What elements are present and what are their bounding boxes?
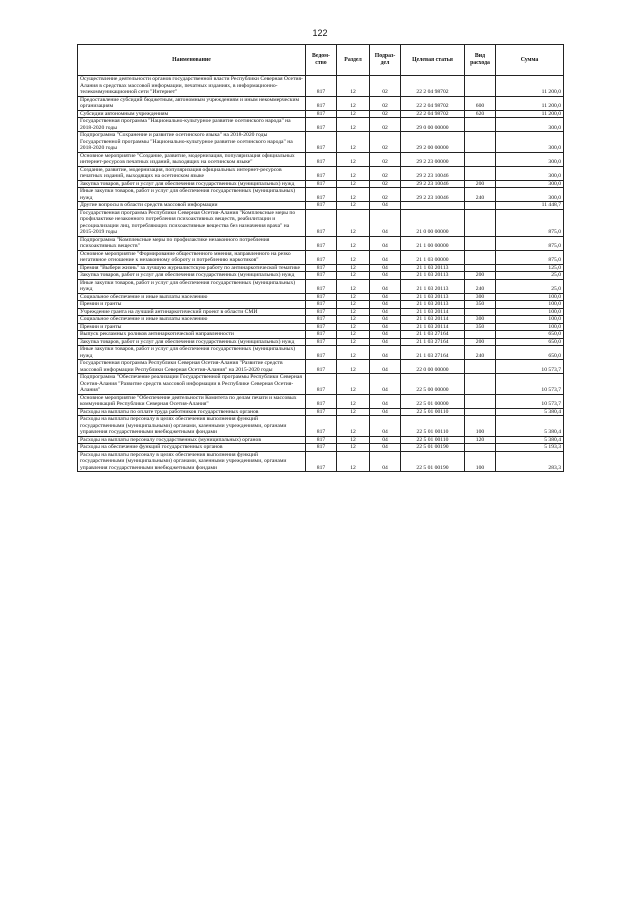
cell-target: 22 5 01 00190 (401, 444, 465, 452)
cell-target: 22 0 00 00000 (401, 360, 465, 374)
cell-vid (465, 166, 496, 180)
table-row (78, 346, 564, 360)
cell-name: Другие вопросы в области средств массовой информации (78, 202, 306, 210)
cell-razdel: 12 (337, 188, 370, 202)
cell-podrazdel: 04 (370, 331, 401, 339)
table-row (78, 76, 564, 97)
cell-vedom: 817 (306, 436, 337, 444)
cell-razdel: 12 (337, 394, 370, 408)
cell-vid: 600 (465, 96, 496, 110)
header-sum: Сумма (496, 45, 564, 76)
cell-name: Социальное обеспечение и иные выплаты населению (78, 293, 306, 301)
header-razdel: Раздел (337, 45, 370, 76)
cell-vid (465, 132, 496, 153)
cell-razdel: 12 (337, 338, 370, 346)
cell-name: Подпрограмма "Комплексные меры по профилактике незаконного потребления психоактивных веществ" (78, 236, 306, 250)
cell-razdel: 12 (337, 76, 370, 97)
table-row (78, 264, 564, 272)
cell-name: Иные закупки товаров, работ и услуг для обеспечения государственных (муниципальных) нужд (78, 346, 306, 360)
cell-razdel: 12 (337, 180, 370, 188)
cell-target: 21 1 03 27164 (401, 338, 465, 346)
cell-name: Премия "Выбери жизнь" за лучшую журналистскую работу по антинаркотической тематике (78, 264, 306, 272)
table-row (78, 451, 564, 472)
cell-name: Учреждение гранта на лучший антинаркотический проект в области СМИ (78, 308, 306, 316)
cell-sum: 5 193,3 (496, 444, 564, 452)
cell-name: Закупка товаров, работ и услуг для обеспечения государственных (муниципальных) нужд (78, 180, 306, 188)
table-row (78, 118, 564, 132)
table-row (78, 338, 564, 346)
cell-vid (465, 331, 496, 339)
cell-sum: 100,0 (496, 301, 564, 309)
cell-vid: 200 (465, 180, 496, 188)
cell-vid (465, 374, 496, 395)
table-body (78, 76, 564, 472)
cell-podrazdel: 02 (370, 152, 401, 166)
cell-target: 21 1 03 20114 (401, 323, 465, 331)
cell-vedom: 817 (306, 374, 337, 395)
table-row (78, 293, 564, 301)
cell-vid: 100 (465, 451, 496, 472)
cell-name: Основное мероприятие "Создание, развитие, модернизация, популяризация официальных интернет-ресурсов печатных изданий, выходящих на осетинском языке" (78, 152, 306, 166)
cell-podrazdel: 02 (370, 96, 401, 110)
cell-target: 21 1 03 00000 (401, 250, 465, 264)
cell-podrazdel: 04 (370, 293, 401, 301)
cell-name: Подпрограмма "Сохранение и развитие осетинского языка" на 2018-2020 годы Государственной программы "Национально-культурное развитие осетинского народа" на 2018-2020 годы (78, 132, 306, 153)
table-row (78, 180, 564, 188)
cell-vedom: 817 (306, 118, 337, 132)
cell-razdel: 12 (337, 444, 370, 452)
cell-vid: 350 (465, 323, 496, 331)
table-row (78, 209, 564, 236)
cell-vedom: 817 (306, 301, 337, 309)
cell-vedom: 817 (306, 316, 337, 324)
cell-name: Закупка товаров, работ и услуг для обеспечения государственных (муниципальных) нужд (78, 338, 306, 346)
cell-sum: 650,0 (496, 331, 564, 339)
cell-vedom: 817 (306, 76, 337, 97)
cell-podrazdel: 02 (370, 188, 401, 202)
cell-name: Предоставление субсидий бюджетным, автономным учреждениям и иным некоммерческим организациям (78, 96, 306, 110)
cell-target: 22 5 01 00110 (401, 436, 465, 444)
table-row (78, 279, 564, 293)
cell-vid (465, 308, 496, 316)
cell-name: Расходы на выплаты персоналу в целях обеспечения выполнения функций государственными (муниципальными) органами, казенными учреждениями, органами управления государственными внебюджетными фондами (78, 416, 306, 437)
cell-razdel: 12 (337, 152, 370, 166)
table-row (78, 360, 564, 374)
header-target: Целевая статья (401, 45, 465, 76)
cell-target: 29 0 00 00000 (401, 118, 465, 132)
cell-sum: 10 573,7 (496, 360, 564, 374)
cell-sum: 100,0 (496, 293, 564, 301)
cell-name: Государственная программа "Национально-культурное развитие осетинского народа" на 2018-2020 годы (78, 118, 306, 132)
cell-vid (465, 202, 496, 210)
cell-razdel: 12 (337, 279, 370, 293)
cell-name: Основное мероприятие "Обеспечение деятельности Комитета по делам печати и массовых коммуникаций Республики Северная Осетия-Алания" (78, 394, 306, 408)
cell-name: Закупка товаров, работ и услуг для обеспечения государственных (муниципальных) нужд (78, 272, 306, 280)
cell-sum: 875,0 (496, 250, 564, 264)
cell-podrazdel: 04 (370, 264, 401, 272)
table-row (78, 316, 564, 324)
cell-name: Расходы на выплаты по оплате труда работников государственных органов (78, 408, 306, 416)
table-row (78, 436, 564, 444)
cell-vid (465, 444, 496, 452)
table-row (78, 394, 564, 408)
cell-razdel: 12 (337, 346, 370, 360)
cell-podrazdel: 04 (370, 250, 401, 264)
table-row (78, 202, 564, 210)
cell-sum: 10 573,7 (496, 374, 564, 395)
table-row (78, 416, 564, 437)
cell-sum: 5 380,4 (496, 408, 564, 416)
cell-name: Создание, развитие, модернизация, популяризация официальных интернет-ресурсов печатных изданий, выходящих на осетинском языке (78, 166, 306, 180)
cell-vedom: 817 (306, 394, 337, 408)
table-row (78, 444, 564, 452)
cell-sum: 300,0 (496, 152, 564, 166)
cell-sum: 875,0 (496, 236, 564, 250)
cell-razdel: 12 (337, 110, 370, 118)
table-row (78, 323, 564, 331)
cell-name: Расходы на выплаты персоналу государственных (муниципальных) органов (78, 436, 306, 444)
cell-sum: 100,0 (496, 316, 564, 324)
cell-sum: 283,3 (496, 451, 564, 472)
cell-vid: 120 (465, 436, 496, 444)
cell-sum: 300,0 (496, 180, 564, 188)
cell-vedom: 817 (306, 279, 337, 293)
table-row (78, 250, 564, 264)
cell-vedom: 817 (306, 451, 337, 472)
cell-razdel: 12 (337, 293, 370, 301)
cell-sum: 650,0 (496, 338, 564, 346)
cell-sum: 300,0 (496, 188, 564, 202)
cell-vedom: 817 (306, 308, 337, 316)
cell-razdel: 12 (337, 272, 370, 280)
cell-vid: 100 (465, 416, 496, 437)
cell-target: 21 1 03 27164 (401, 346, 465, 360)
cell-sum: 300,0 (496, 132, 564, 153)
cell-target: 29 2 23 00000 (401, 152, 465, 166)
cell-podrazdel: 04 (370, 338, 401, 346)
cell-vedom: 817 (306, 360, 337, 374)
table-header-row (78, 45, 564, 76)
cell-target: 29 2 23 10046 (401, 166, 465, 180)
cell-name: Иные закупки товаров, работ и услуг для обеспечения государственных (муниципальных) нужд (78, 188, 306, 202)
cell-sum: 100,0 (496, 323, 564, 331)
table-row (78, 301, 564, 309)
cell-vedom: 817 (306, 250, 337, 264)
cell-target: 22 2 04 98702 (401, 76, 465, 97)
table-row (78, 152, 564, 166)
cell-target: 22 5 01 00110 (401, 408, 465, 416)
cell-vedom: 817 (306, 110, 337, 118)
cell-razdel: 12 (337, 132, 370, 153)
cell-podrazdel: 04 (370, 209, 401, 236)
cell-razdel: 12 (337, 408, 370, 416)
cell-podrazdel: 04 (370, 202, 401, 210)
cell-sum: 100,0 (496, 308, 564, 316)
cell-vedom: 817 (306, 180, 337, 188)
table-row (78, 374, 564, 395)
cell-razdel: 12 (337, 451, 370, 472)
cell-target: 22 5 01 00000 (401, 394, 465, 408)
table-row (78, 308, 564, 316)
cell-razdel: 12 (337, 301, 370, 309)
cell-vedom: 817 (306, 96, 337, 110)
cell-razdel: 12 (337, 323, 370, 331)
cell-target: 21 1 03 20113 (401, 279, 465, 293)
cell-vedom: 817 (306, 188, 337, 202)
cell-razdel: 12 (337, 236, 370, 250)
cell-vid (465, 408, 496, 416)
cell-podrazdel: 04 (370, 301, 401, 309)
cell-name: Осуществление деятельности органов государственной власти Республики Северная Осетия-Алания в средствах массовой информации, печатных изданиях, в информационно-телекоммуникационной сети "Интернет" (78, 76, 306, 97)
cell-podrazdel: 04 (370, 308, 401, 316)
cell-target: 29 2 00 00000 (401, 132, 465, 153)
cell-target: 29 2 23 10046 (401, 180, 465, 188)
cell-vid (465, 209, 496, 236)
cell-podrazdel: 02 (370, 132, 401, 153)
cell-razdel: 12 (337, 316, 370, 324)
cell-sum: 25,0 (496, 272, 564, 280)
cell-name: Расходы на обеспечение функций государственных органов (78, 444, 306, 452)
cell-razdel: 12 (337, 331, 370, 339)
cell-vedom: 817 (306, 408, 337, 416)
cell-vedom: 817 (306, 346, 337, 360)
cell-name: Выпуск рекламных роликов антинаркотической направленности (78, 331, 306, 339)
cell-sum: 25,0 (496, 279, 564, 293)
cell-sum: 11 200,0 (496, 76, 564, 97)
cell-podrazdel: 02 (370, 110, 401, 118)
header-name: Наименование (78, 45, 306, 76)
cell-vid: 240 (465, 188, 496, 202)
cell-razdel: 12 (337, 202, 370, 210)
table-row (78, 96, 564, 110)
cell-sum: 300,0 (496, 166, 564, 180)
cell-target: 22 2 04 98702 (401, 110, 465, 118)
cell-razdel: 12 (337, 118, 370, 132)
cell-vedom: 817 (306, 338, 337, 346)
cell-vedom: 817 (306, 416, 337, 437)
cell-sum: 5 380,4 (496, 416, 564, 437)
cell-vid: 240 (465, 346, 496, 360)
cell-name: Социальное обеспечение и иные выплаты населению (78, 316, 306, 324)
cell-vid (465, 360, 496, 374)
cell-vid: 200 (465, 272, 496, 280)
cell-podrazdel: 04 (370, 374, 401, 395)
cell-vid: 620 (465, 110, 496, 118)
cell-target: 21 0 00 00000 (401, 209, 465, 236)
cell-vid: 240 (465, 279, 496, 293)
cell-target: 22 2 04 98702 (401, 96, 465, 110)
cell-podrazdel: 04 (370, 346, 401, 360)
cell-podrazdel: 04 (370, 316, 401, 324)
cell-razdel: 12 (337, 308, 370, 316)
cell-target: 21 1 03 20113 (401, 272, 465, 280)
cell-name: Основное мероприятие "Формирование общественного мнения, направленного на резко негативное отношение к незаконному обороту и потреблению наркотиков" (78, 250, 306, 264)
cell-target: 21 1 00 00000 (401, 236, 465, 250)
table-row (78, 110, 564, 118)
cell-sum: 650,0 (496, 346, 564, 360)
cell-vedom: 817 (306, 236, 337, 250)
cell-sum: 11 448,7 (496, 202, 564, 210)
cell-target: 21 1 03 20113 (401, 293, 465, 301)
cell-sum: 5 380,4 (496, 436, 564, 444)
cell-sum: 875,0 (496, 209, 564, 236)
cell-name: Подпрограмма "Обеспечение реализации Государственной программы Республики Северная Осетия-Алания "Развитие средств массовой информации в Республике Северная Осетия-Алания" (78, 374, 306, 395)
cell-sum: 10 573,7 (496, 394, 564, 408)
cell-podrazdel: 04 (370, 436, 401, 444)
cell-name: Расходы на выплаты персоналу в целях обеспечения выполнения функций государственными (муниципальными) органами, казенными учреждениями, органами управления государственными внебюджетными фондами (78, 451, 306, 472)
cell-vedom: 817 (306, 152, 337, 166)
cell-vid: 300 (465, 293, 496, 301)
cell-podrazdel: 04 (370, 444, 401, 452)
cell-razdel: 12 (337, 374, 370, 395)
cell-name: Государственная программа Республики Северная Осетия-Алания "Комплексные меры по профилактике незаконного потребления психоактивных веществ, реабилитации и ресоциализации лиц, потребляющих психоактивные вещества без назначения врача" на 2015-2019 годы (78, 209, 306, 236)
cell-vedom: 817 (306, 166, 337, 180)
cell-vedom: 817 (306, 293, 337, 301)
header-vedom: Ведом-ство (306, 45, 337, 76)
cell-vedom: 817 (306, 272, 337, 280)
cell-vid: 300 (465, 316, 496, 324)
cell-podrazdel: 04 (370, 236, 401, 250)
header-vid: Вид расхода (465, 45, 496, 76)
cell-vid (465, 394, 496, 408)
cell-razdel: 12 (337, 360, 370, 374)
cell-name: Субсидии автономным учреждениям (78, 110, 306, 118)
cell-razdel: 12 (337, 166, 370, 180)
cell-target: 29 2 23 10046 (401, 188, 465, 202)
cell-target: 21 1 03 27164 (401, 331, 465, 339)
cell-sum: 11 200,0 (496, 110, 564, 118)
cell-vid (465, 152, 496, 166)
cell-target: 21 1 03 20114 (401, 316, 465, 324)
cell-name: Премии и гранты (78, 301, 306, 309)
budget-table (77, 44, 564, 472)
page-number: 122 (312, 28, 328, 38)
cell-vedom: 817 (306, 331, 337, 339)
cell-razdel: 12 (337, 416, 370, 437)
cell-vid (465, 250, 496, 264)
cell-vid: 350 (465, 301, 496, 309)
cell-razdel: 12 (337, 436, 370, 444)
cell-vedom: 817 (306, 264, 337, 272)
cell-vedom: 817 (306, 323, 337, 331)
cell-target: 22 5 00 00000 (401, 374, 465, 395)
cell-podrazdel: 04 (370, 416, 401, 437)
cell-name: Иные закупки товаров, работ и услуг для обеспечения государственных (муниципальных) нужд (78, 279, 306, 293)
cell-vid (465, 118, 496, 132)
cell-target: 21 1 03 20113 (401, 301, 465, 309)
cell-vid: 200 (465, 338, 496, 346)
table-row (78, 272, 564, 280)
cell-podrazdel: 04 (370, 323, 401, 331)
cell-sum: 300,0 (496, 118, 564, 132)
cell-sum: 11 200,0 (496, 96, 564, 110)
cell-target (401, 202, 465, 210)
cell-podrazdel: 04 (370, 279, 401, 293)
cell-vedom: 817 (306, 202, 337, 210)
cell-razdel: 12 (337, 96, 370, 110)
cell-podrazdel: 04 (370, 272, 401, 280)
table-row (78, 166, 564, 180)
cell-razdel: 12 (337, 209, 370, 236)
cell-razdel: 12 (337, 264, 370, 272)
header-podrazdel: Подраз-дел (370, 45, 401, 76)
cell-podrazdel: 02 (370, 180, 401, 188)
table-row (78, 132, 564, 153)
cell-name: Государственная программа Республики Северная Осетия-Алания "Развитие средств массовой информации Республики Северная Осетия-Алания" на 2015-2020 годы (78, 360, 306, 374)
cell-vid (465, 236, 496, 250)
cell-razdel: 12 (337, 250, 370, 264)
cell-vedom: 817 (306, 444, 337, 452)
cell-target: 22 5 01 00190 (401, 451, 465, 472)
table-row (78, 188, 564, 202)
table-row (78, 236, 564, 250)
cell-vid (465, 264, 496, 272)
cell-podrazdel: 02 (370, 76, 401, 97)
cell-sum: 125,0 (496, 264, 564, 272)
cell-vedom: 817 (306, 209, 337, 236)
table-row (78, 331, 564, 339)
cell-target: 21 1 03 20114 (401, 308, 465, 316)
table-row (78, 408, 564, 416)
cell-name: Премии и гранты (78, 323, 306, 331)
cell-podrazdel: 04 (370, 451, 401, 472)
cell-podrazdel: 02 (370, 118, 401, 132)
cell-podrazdel: 04 (370, 408, 401, 416)
cell-target: 22 5 01 00110 (401, 416, 465, 437)
cell-podrazdel: 04 (370, 394, 401, 408)
cell-podrazdel: 04 (370, 360, 401, 374)
cell-vedom: 817 (306, 132, 337, 153)
cell-target: 21 1 03 20113 (401, 264, 465, 272)
cell-vid (465, 76, 496, 97)
cell-podrazdel: 02 (370, 166, 401, 180)
